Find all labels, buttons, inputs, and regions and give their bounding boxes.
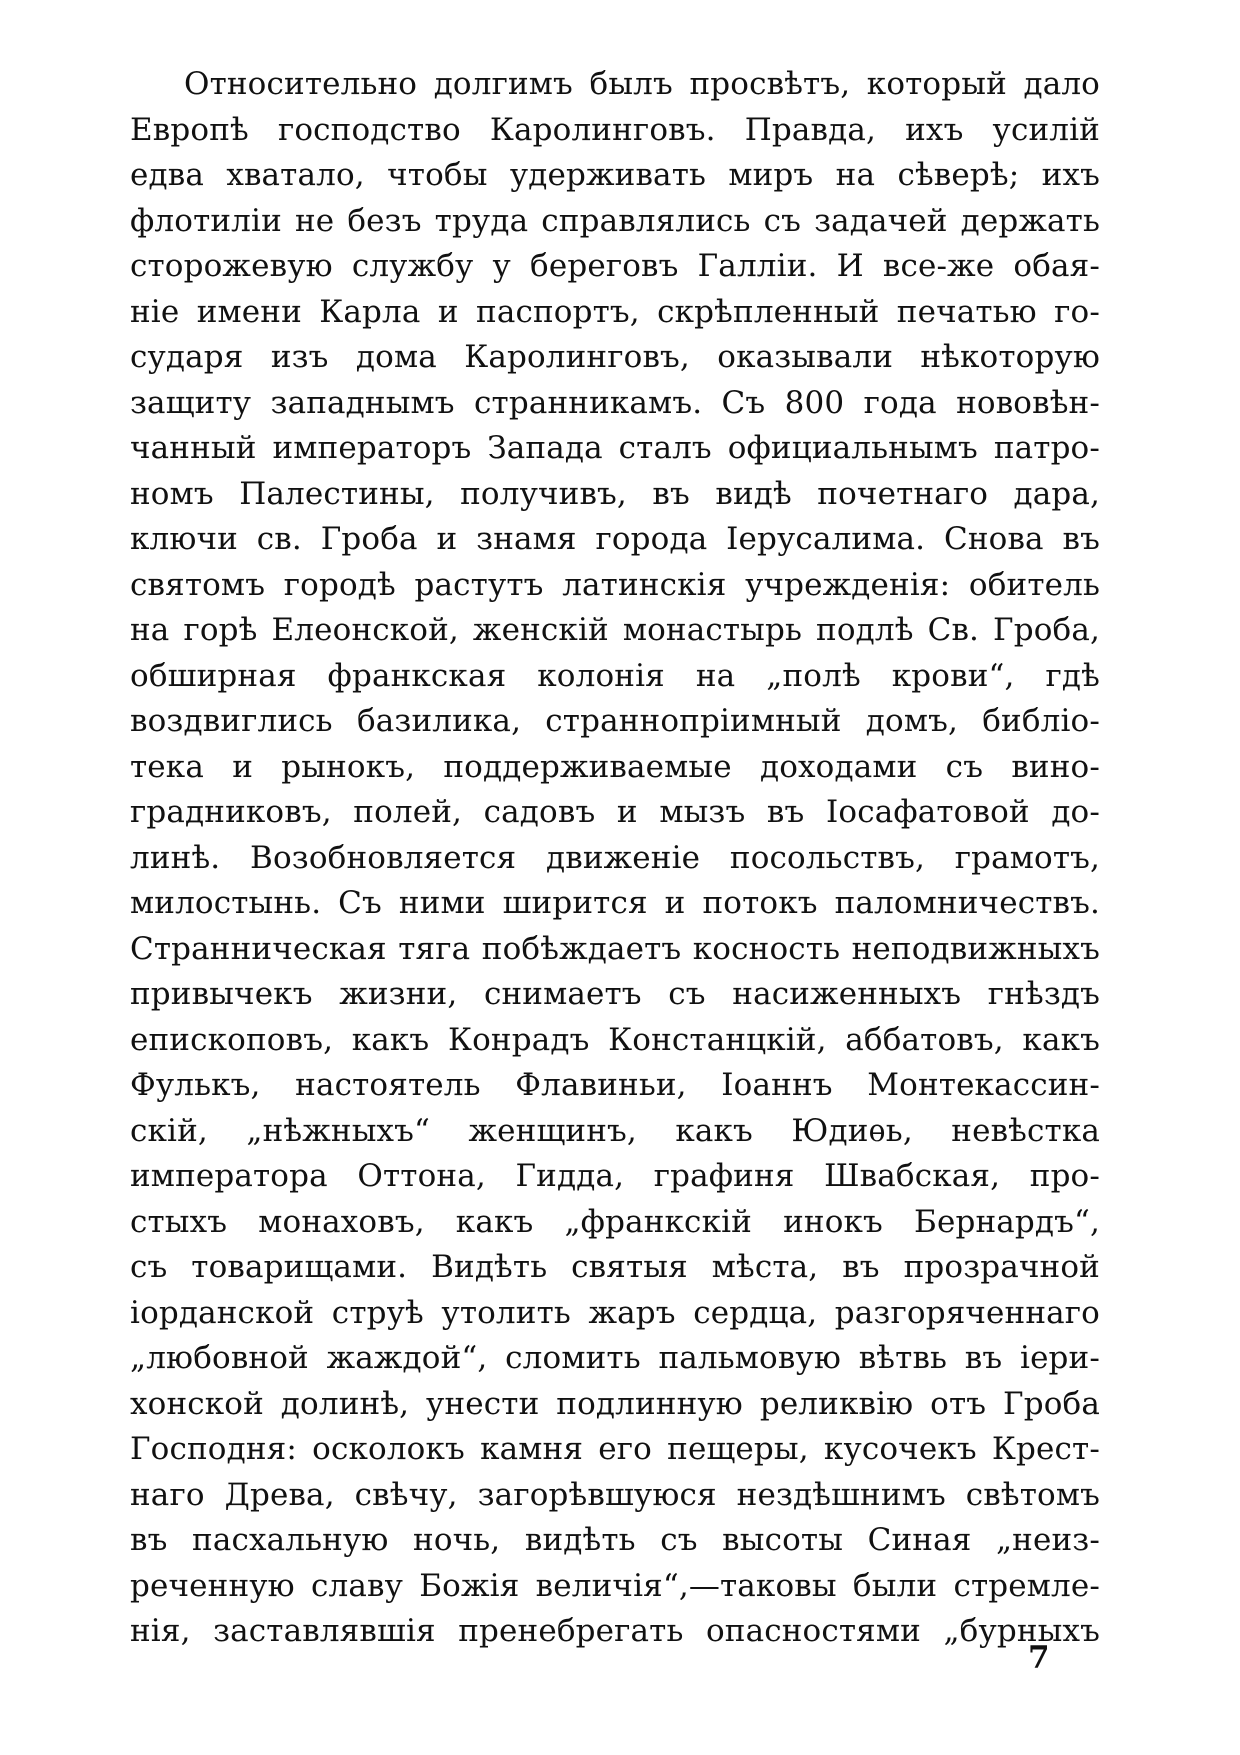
text-line: императора Оттона, Гидда, графиня Швабская, про- bbox=[130, 1158, 1100, 1194]
text-line: градниковъ, полей, садовъ и мызъ въ Іосафатовой до- bbox=[130, 794, 1100, 830]
page-number: 7 bbox=[1028, 1640, 1050, 1676]
text-line: святомъ городѣ растутъ латинскія учрежденія: обитель bbox=[130, 566, 1100, 603]
text-line: Господня: осколокъ камня его пещеры, кусочекъ Крест- bbox=[130, 1431, 1100, 1467]
text-line: защиту западнымъ странникамъ. Съ 800 года нововѣн- bbox=[130, 384, 1100, 421]
text-line: іорданской струѣ утолить жаръ сердца, разгоряченнаго bbox=[130, 1294, 1100, 1331]
body-text bbox=[130, 62, 1100, 1655]
text-line: обширная франкская колонія на „полѣ крови“, гдѣ bbox=[130, 657, 1100, 694]
text-line: Относительно долгимъ былъ просвѣтъ, который дало bbox=[184, 66, 1100, 102]
text-line: съ товарищами. Видѣть святыя мѣста, въ прозрачной bbox=[130, 1249, 1100, 1285]
text-line: номъ Палестины, получивъ, въ видѣ почетнаго дара, bbox=[130, 475, 1100, 512]
text-line: въ пасхальную ночь, видѣть съ высоты Синая „неиз- bbox=[130, 1522, 1100, 1558]
text-line: Фулькъ, настоятель Флавиньи, Іоаннъ Монтекассин- bbox=[130, 1067, 1100, 1103]
text-line: линѣ. Возобновляется движеніе посольствъ, грамотъ, bbox=[130, 839, 1100, 876]
text-line: тека и рынокъ, поддерживаемые доходами съ вино- bbox=[130, 748, 1100, 785]
text-line: нія, заставлявшія пренебрегать опасностями „бурныхъ bbox=[130, 1613, 1100, 1649]
text-line: сторожевую службу у береговъ Галліи. И все-же обая- bbox=[130, 248, 1100, 284]
text-line: реченную славу Божія величія“,—таковы были стремле- bbox=[130, 1567, 1100, 1604]
text-line: хонской долинѣ, унести подлинную реликвію отъ Гроба bbox=[130, 1385, 1100, 1422]
text-line: милостынь. Съ ними ширится и потокъ паломничествъ. bbox=[130, 885, 1100, 921]
text-line: едва хватало, чтобы удерживать миръ на сѣверѣ; ихъ bbox=[130, 157, 1100, 193]
text-line: воздвиглись базилика, страннопріимный домъ, библіо- bbox=[130, 703, 1100, 739]
text-line: ніе имени Карла и паспортъ, скрѣпленный печатью го- bbox=[130, 293, 1100, 330]
text-line: привычекъ жизни, снимаетъ съ насиженныхъ гнѣздъ bbox=[130, 976, 1100, 1012]
text-line: наго Древа, свѣчу, загорѣвшуюся нездѣшнимъ свѣтомъ bbox=[130, 1476, 1100, 1513]
text-line: Европѣ господство Каролинговъ. Правда, ихъ усилій bbox=[130, 111, 1100, 148]
text-line: на горѣ Елеонской, женскій монастырь подлѣ Св. Гроба, bbox=[130, 612, 1100, 648]
text-line: чанный императоръ Запада сталъ официальнымъ патро- bbox=[130, 430, 1100, 466]
text-line: Странническая тяга побѣждаетъ косность неподвижныхъ bbox=[130, 930, 1100, 967]
text-line: сударя изъ дома Каролинговъ, оказывали нѣкоторую bbox=[130, 339, 1100, 375]
text-line: стыхъ монаховъ, какъ „франкскій инокъ Бернардъ“, bbox=[130, 1203, 1100, 1240]
text-line: епископовъ, какъ Конрадъ Констанцкій, аббатовъ, какъ bbox=[130, 1021, 1100, 1058]
text-line: ключи св. Гроба и знамя города Іерусалима. Снова въ bbox=[130, 521, 1100, 557]
text-line: флотиліи не безъ труда справлялись съ задачей держать bbox=[130, 202, 1100, 239]
text-line: скій, „нѣжныхъ“ женщинъ, какъ Юдиѳь, невѣстка bbox=[130, 1112, 1100, 1149]
text-line: „любовной жаждой“, сломить пальмовую вѣтвь въ іери- bbox=[130, 1340, 1100, 1376]
